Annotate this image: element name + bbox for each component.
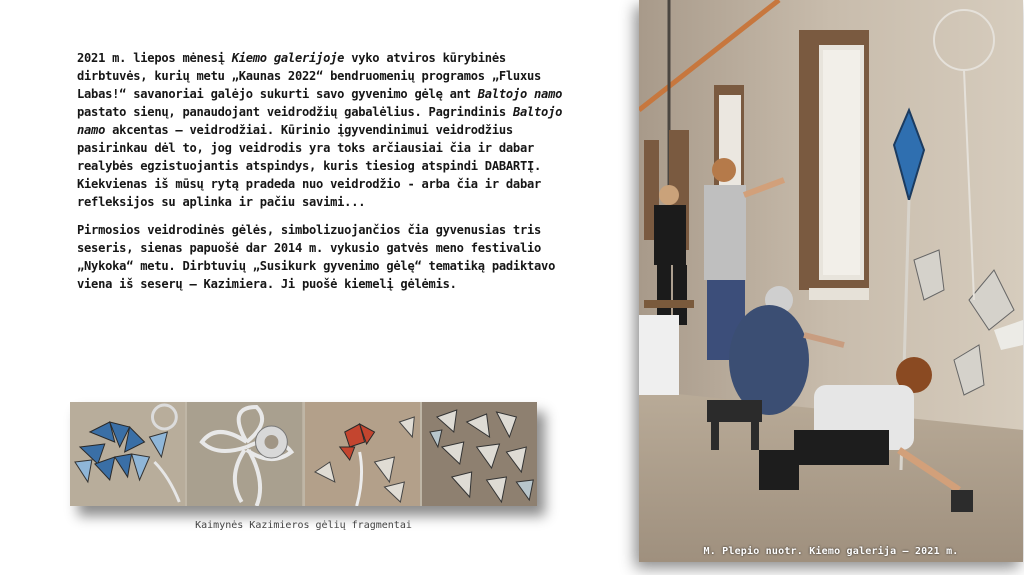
paragraph-1 — [77, 49, 577, 211]
mosaic-fragment-red — [305, 402, 420, 506]
p1-text-2: vyko atviros kūrybinės dirbtuvės, kurių metu „Kaunas 2022“ bendruomenių programos „Fluxus Labas!“ savanoriai galėjo sukurti savo gyvenimo gėlę ant — [77, 51, 542, 101]
photo-credit: M. Plepio nuotr. Kiemo galerija – 2021 m. — [703, 546, 959, 557]
p1-text-4: akcentas – veidrodžiai. Kūrinio įgyvendinimui veidrodžius pasirinkau dėl to, jog veidrodis yra toks arčiausiai čia ir dabar realybės egzistuojantis atspindys, kuris tiesiog atspindi DABARTĮ. Kiekvienas iš mūsų rytą pradeda nuo veidrodžio - arba čia ir dabar refleksijos su aplinka ir pačiu savimi... — [77, 123, 542, 209]
workshop-photo — [639, 0, 1023, 562]
paragraph-2: Pirmosios veidrodinės gėlės, simbolizuojančios čia gyvenusias tris seseris, sienas papuošė dar 2014 m. vykusio gatvės meno festivalio „Nykoka“ metu. Dirbtuvių „Susikurk gyvenimo gėlę“ tematiką padiktavo viena iš seserų – Kazimiera. Ji puošė kiemelį gėlėmis. — [77, 223, 556, 291]
gallery-caption: Kaimynės Kazimieros gėlių fragmentai — [195, 520, 412, 531]
workshop-photo-illustration — [639, 0, 1023, 562]
p1-italic-1: Kiemo galerijoje — [231, 51, 345, 65]
p1-italic-2: Baltojo namo — [477, 87, 563, 101]
mosaic-fragment-blue — [70, 402, 185, 506]
p1-italic-3: Baltojo namo — [77, 105, 563, 137]
article-text — [77, 49, 577, 303]
p1-text-3: pastato sienų, panaudojant veidrodžių gabalėlius. Pagrindinis — [77, 105, 513, 119]
p1-text-1: 2021 m. liepos mėnesį — [77, 51, 232, 65]
mosaic-fragment-white — [187, 402, 302, 506]
mosaic-fragment-mirror — [422, 402, 537, 506]
mosaic-fragment-strip — [70, 402, 537, 506]
